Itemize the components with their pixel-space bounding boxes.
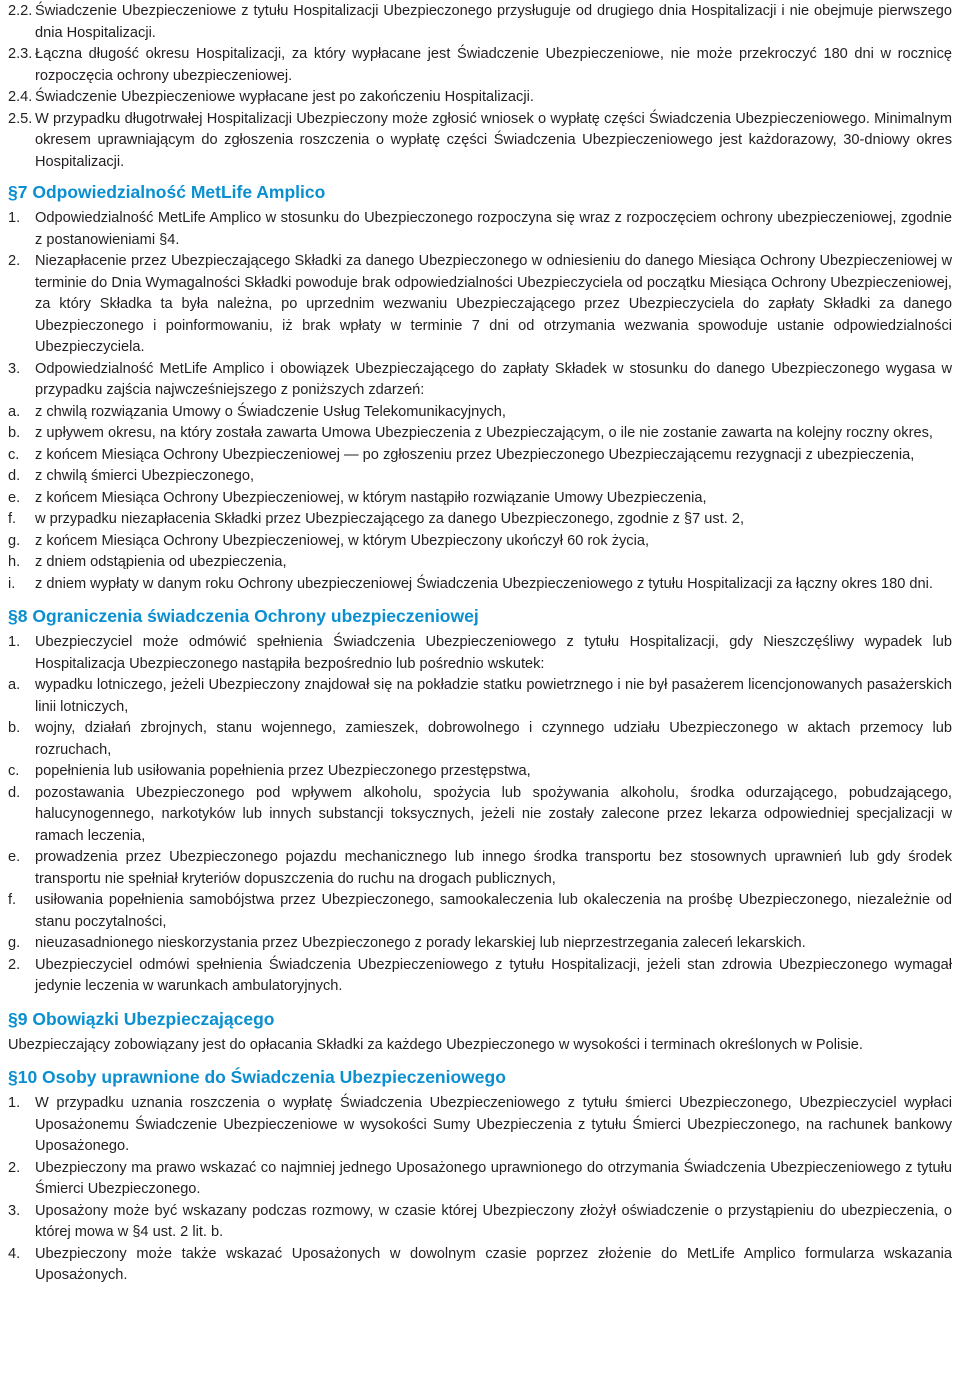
- item-letter: f.: [8, 892, 17, 908]
- item-text: w przypadku niezapłacenia Składki przez Ubezpieczającego za danego Ubezpieczonego, zgodnie z §7 ust. 2,: [35, 511, 745, 527]
- section-7-point-1: [8, 208, 952, 251]
- point-number: 1.: [8, 210, 21, 226]
- item-text: nieuzasadnionego nieskorzystania przez Ubezpieczonego z porady lekarskiej lub nieprzestrzegania zaleceń lekarskich.: [35, 935, 806, 951]
- point-text: Świadczenie Ubezpieczeniowe z tytułu Hospitalizacji Ubezpieczonego przysługuje od drugiego dnia Hospitalizacji i nie obejmuje pierwszego dnia Hospitalizacji.: [35, 3, 952, 41]
- item-letter: c.: [8, 763, 20, 779]
- item-letter: f.: [8, 511, 17, 527]
- item-text: Ubezpieczony może także wskazać Uposażonych w dowolnym czasie poprzez złożenie do MetLife Amplico formularza wskazania Uposażonych.: [35, 1245, 952, 1283]
- item-letter: e.: [8, 849, 21, 865]
- point-2-3: [8, 44, 952, 87]
- item-text: z chwilą rozwiązania Umowy o Świadczenie Usług Telekomunikacyjnych,: [35, 403, 506, 420]
- list-item: [8, 933, 952, 955]
- section-7-point-2: [8, 251, 952, 359]
- item-letter: b.: [8, 425, 21, 441]
- item-text: z dniem odstąpienia od ubezpieczenia,: [35, 554, 287, 570]
- item-letter: c.: [8, 446, 20, 463]
- list-item: [8, 890, 952, 933]
- item-letter: b.: [8, 720, 21, 736]
- item-text: wojny, działań zbrojnych, stanu wojennego, zamieszek, dobrowolnego i czynnego udziału Ubezpieczonego w aktach przemocy lub rozruchach,: [35, 720, 952, 758]
- point-number: 2.: [8, 253, 21, 269]
- point-number: 1.: [8, 634, 21, 650]
- item-text: z dniem wypłaty w danym roku Ochrony ubezpieczeniowej Świadczenia Ubezpieczeniowego z tytułu Hospitalizacji za łączny okres 180 dni.: [35, 575, 933, 592]
- list-item: [8, 509, 952, 531]
- item-letter: a.: [8, 677, 21, 693]
- point-2-5: [8, 109, 952, 174]
- list-item: [8, 718, 952, 761]
- item-letter: d.: [8, 784, 21, 801]
- item-text: z końcem Miesiąca Ochrony Ubezpieczeniowej — po zgłoszeniu przez Ubezpieczonego Ubezpieczającemu rezygnacji z ubezpieczenia,: [35, 446, 915, 463]
- point-text: Odpowiedzialność MetLife Amplico i obowiązek Ubezpieczającego do zapłaty Składek w stosunku do danego Ubezpieczonego wygasa w przypadku zajścia najwcześniejszego z poniższych zdarzeń:: [35, 360, 952, 398]
- point-number: 3.: [8, 360, 21, 377]
- point-text: Niezapłacenie przez Ubezpieczającego Składki za danego Ubezpieczonego w odniesieniu do danego Miesiąca Ochrony Ubezpieczeniowej w terminie do Dnia Wymagalności Składki powoduje brak odpowiedzialności Ubezpieczyciela od początku Miesiąca Ochrony Ubezpieczeniowej, za który Składka ta była należna, po uprzednim wezwaniu Ubezpieczającego przez Ubezpieczyciela do zapłaty Składki za danego Ubezpieczonego i poinformowaniu, iż brak wpłaty w terminie 7 dni od otrzymania wezwania spowoduje ustanie odpowiedzialności Ubezpieczyciela.: [35, 253, 952, 355]
- item-letter: i.: [8, 575, 16, 592]
- item-letter: a.: [8, 403, 21, 420]
- point-text: Odpowiedzialność MetLife Amplico w stosunku do Ubezpieczonego rozpoczyna się wraz z rozpoczęciem ochrony ubezpieczeniowej, zgodnie z postanowieniami §4.: [35, 210, 952, 248]
- section-7-events-list: [8, 402, 952, 596]
- list-item: [8, 552, 952, 574]
- item-text: Uposażony może być wskazany podczas rozmowy, w czasie której Ubezpieczony złożył oświadczenie o przystąpieniu do ubezpieczenia, o której mowa w §4 ust. 2 lit. b.: [35, 1202, 952, 1240]
- list-item: [8, 574, 952, 596]
- item-letter: e.: [8, 489, 21, 506]
- point-number: 2.: [8, 956, 21, 973]
- item-text: prowadzenia przez Ubezpieczonego pojazdu mechanicznego lub innego środka transportu bez stosownych uprawnień lub gdy środek transportu nie spełniał kryteriów dopuszczenia do ruchu na drogach publicznych,: [35, 849, 952, 887]
- list-item: [8, 402, 952, 424]
- list-item: [8, 675, 952, 718]
- section-10-list: [8, 1093, 952, 1287]
- point-text: Ubezpieczyciel może odmówić spełnienia Świadczenia Ubezpieczeniowego z tytułu Hospitalizacji, gdy Nieszczęśliwy wypadek lub Hospitalizacja Ubezpieczonego nastąpiła bezpośrednio lub pośrednio wskutek:: [35, 634, 952, 672]
- point-number: 2.4.: [8, 89, 33, 105]
- item-text: wypadku lotniczego, jeżeli Ubezpieczony znajdował się na pokładzie statku powietrznego i nie był pasażerem licencjonowanych pasażerskich linii lotniczych,: [35, 677, 952, 715]
- item-letter: g.: [8, 532, 21, 549]
- section-7-heading: §7 Odpowiedzialność MetLife Amplico: [8, 182, 326, 202]
- list-item: [8, 531, 952, 553]
- item-text: W przypadku uznania roszczenia o wypłatę Świadczenia Ubezpieczeniowego z tytułu śmierci Ubezpieczonego, Ubezpieczyciel wypłaci Uposażonemu Świadczenie Ubezpieczeniowe w wysokości Sumy Ubezpieczenia z tytułu Śmierci Ubezpieczonego, na rachunek bankowy Uposażonego.: [35, 1095, 952, 1154]
- item-text: z końcem Miesiąca Ochrony Ubezpieczeniowej, w którym nastąpiło rozwiązanie Umowy Ubezpieczenia,: [35, 489, 707, 506]
- item-text: popełnienia lub usiłowania popełnienia przez Ubezpieczonego przestępstwa,: [35, 763, 531, 779]
- section-7-point-3: [8, 359, 952, 402]
- list-item: [8, 1201, 952, 1244]
- point-text: Ubezpieczyciel odmówi spełnienia Świadczenia Ubezpieczeniowego z tytułu Hospitalizacji, jeżeli stan zdrowia Ubezpieczonego wymagał jedynie leczenia w warunkach ambulatoryjnych.: [35, 956, 952, 994]
- item-number: 3.: [8, 1202, 21, 1219]
- list-item: [8, 847, 952, 890]
- item-letter: d.: [8, 468, 21, 484]
- point-number: 2.2.: [8, 3, 33, 19]
- point-text: Łączna długość okresu Hospitalizacji, za który wypłacane jest Świadczenie Ubezpieczeniowe, nie może przekroczyć 180 dni w rocznicę rozpoczęcia ochrony ubezpieczeniowej.: [35, 46, 952, 84]
- point-number: 2.3.: [8, 46, 33, 62]
- item-number: 1.: [8, 1095, 21, 1111]
- list-item: [8, 761, 952, 783]
- list-item: [8, 488, 952, 510]
- item-text: z upływem okresu, na który została zawarta Umowa Ubezpieczenia z Ubezpieczającym, o ile nie zostanie zawarta na kolejny roczny okres,: [35, 425, 933, 441]
- point-2-4: [8, 87, 952, 109]
- section-8-exclusions-list: [8, 675, 952, 955]
- item-number: 2.: [8, 1159, 21, 1176]
- point-number: 2.5.: [8, 110, 33, 127]
- section-8-heading: §8 Ograniczenia świadczenia Ochrony ubezpieczeniowej: [8, 606, 479, 626]
- section-10-heading: §10 Osoby uprawnione do Świadczenia Ubezpieczeniowego: [8, 1067, 506, 1087]
- point-2-2: [8, 1, 952, 44]
- section-9-text: Ubezpieczający zobowiązany jest do opłacania Składki za każdego Ubezpieczonego w wysokości i terminach określonych w Polisie.: [8, 1036, 863, 1053]
- item-text: pozostawania Ubezpieczonego pod wpływem alkoholu, spożycia lub spożywania alkoholu, środka odurzającego, pobudzającego, halucynogennego, narkotyków lub innych substancji toksycznych, jeżeli nie zostały zalecone przez lekarza odpowiedniej specjalizacji w ramach leczenia,: [35, 784, 952, 844]
- list-item: [8, 1158, 952, 1201]
- section-8-point-2: [8, 955, 952, 998]
- list-item: [8, 783, 952, 848]
- point-text: W przypadku długotrwałej Hospitalizacji Ubezpieczony może zgłosić wniosek o wypłatę części Świadczenia Ubezpieczeniowego. Minimalnym okresem uprawniającym do zgłoszenia roszczenia o wypłatę części Świadczenia Ubezpieczeniowego jest każdorazowy, 30-dniowy okres Hospitalizacji.: [35, 110, 952, 170]
- list-item: [8, 466, 952, 488]
- section-2-points: [8, 1, 952, 173]
- list-item: [8, 423, 952, 445]
- item-text: z końcem Miesiąca Ochrony Ubezpieczeniowej, w którym Ubezpieczony ukończył 60 rok życia,: [35, 532, 649, 549]
- point-text: Świadczenie Ubezpieczeniowe wypłacane jest po zakończeniu Hospitalizacji.: [35, 89, 534, 105]
- list-item: [8, 1093, 952, 1158]
- item-number: 4.: [8, 1245, 21, 1262]
- item-letter: g.: [8, 935, 21, 951]
- item-text: usiłowania popełnienia samobójstwa przez Ubezpieczonego, samookaleczenia lub okaleczenia na prośbę Ubezpieczonego, niezależnie od stanu poczytalności,: [35, 892, 952, 930]
- item-letter: h.: [8, 554, 21, 570]
- item-text: z chwilą śmierci Ubezpieczonego,: [35, 468, 254, 484]
- list-item: [8, 445, 952, 467]
- section-8-point-1: [8, 632, 952, 675]
- list-item: [8, 1244, 952, 1287]
- item-text: Ubezpieczony ma prawo wskazać co najmniej jednego Uposażonego uprawnionego do otrzymania Świadczenia Ubezpieczeniowego z tytułu Śmierci Ubezpieczonego.: [35, 1159, 952, 1197]
- section-9-heading: §9 Obowiązki Ubezpieczającego: [8, 1008, 275, 1029]
